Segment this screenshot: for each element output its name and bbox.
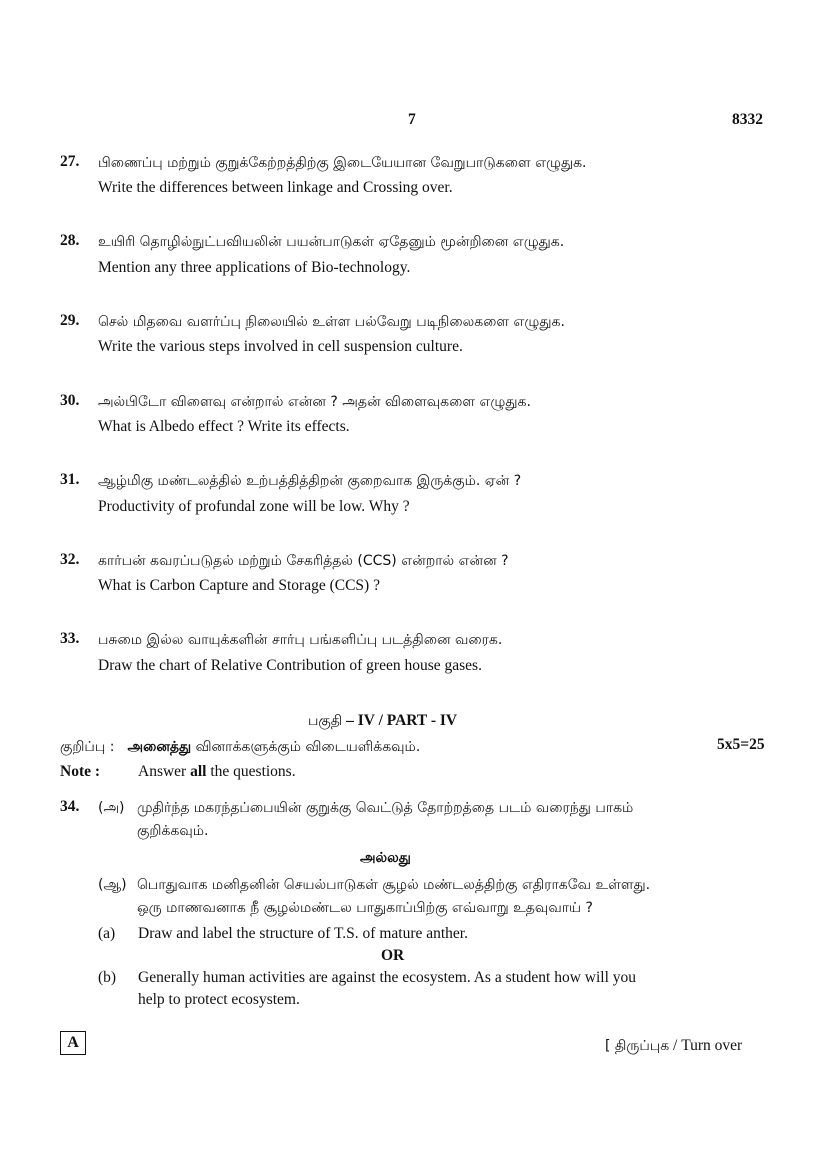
question-tamil: ஆழ்மிகு மண்டலத்தில் உற்பத்தித்திறன் குறைவாக இருக்கும். ஏன் ? <box>98 473 522 489</box>
version-box: A <box>60 1031 86 1055</box>
question-number: 33. <box>60 630 80 647</box>
part-title-rest: – IV / PART - IV <box>342 712 458 729</box>
part-title-tamil: பகுதி <box>308 713 343 729</box>
note-tamil-label: குறிப்பு : <box>60 739 115 755</box>
option-a-label-tamil: (அ) <box>98 800 125 816</box>
question-number: 31. <box>60 471 80 488</box>
question-number: 34. <box>60 798 80 815</box>
note-en-label: Note : <box>60 763 101 780</box>
option-a-label-en: (a) <box>98 925 116 942</box>
option-b-tamil-line1: பொதுவாக மனிதனின் செயல்பாடுகள் சூழல் மண்டலத்திற்கு எதிராகவே உள்ளது. <box>137 877 651 893</box>
question-english: Mention any three applications of Bio-technology. <box>98 259 411 276</box>
or-english: OR <box>381 947 405 964</box>
option-b-tamil-line2: ஒரு மாணவனாக நீ சூழல்மண்டல பாதுகாப்பிற்கு எவ்வாறு உதவுவாய் ? <box>137 900 593 916</box>
question-tamil: செல் மிதவை வளர்ப்பு நிலையில் உள்ள பல்வேறு படிநிலைகளை எழுதுக. <box>98 314 565 330</box>
question-number: 30. <box>60 392 80 409</box>
question-tamil: கார்பன் கவரப்படுதல் மற்றும் சேகரித்தல் (CCS) என்றால் என்ன ? <box>98 553 509 569</box>
question-english: Draw the chart of Relative Contribution of green house gases. <box>98 657 482 674</box>
option-b-english-line2: help to protect ecosystem. <box>138 991 300 1008</box>
question-tamil: பிணைப்பு மற்றும் குறுக்கேற்றத்திற்கு இடையேயான வேறுபாடுகளை எழுதுக. <box>98 155 587 171</box>
question-english: Write the various steps involved in cell suspension culture. <box>98 338 463 355</box>
question-number: 32. <box>60 551 80 568</box>
option-b-label-tamil: (ஆ) <box>98 877 127 893</box>
part-heading <box>308 710 457 731</box>
question-tamil: உயிரி தொழில்நுட்பவியலின் பயன்பாடுகள் ஏதேனும் மூன்றினை எழுதுக. <box>98 234 565 250</box>
option-b-label-en: (b) <box>98 969 117 986</box>
note-en-bold: all <box>190 763 207 780</box>
note-english <box>138 763 296 781</box>
question-english: What is Albedo effect ? Write its effects. <box>98 418 350 435</box>
question-english: Productivity of profundal zone will be low. Why ? <box>98 498 410 515</box>
paper-code: 8332 <box>732 111 763 128</box>
marks-allocation: 5x5=25 <box>717 736 765 753</box>
option-a-english: Draw and label the structure of T.S. of mature anther. <box>138 925 468 942</box>
question-tamil: அல்பிடோ விளைவு என்றால் என்ன ? அதன் விளைவுகளை எழுதுக. <box>98 394 531 410</box>
turn-over-tamil: [ திருப்புக <box>605 1038 670 1054</box>
question-number: 28. <box>60 232 80 249</box>
or-tamil: அல்லது <box>360 850 411 866</box>
question-tamil: பசுமை இல்ல வாயுக்களின் சார்பு பங்களிப்பு படத்தினை வரைக. <box>98 632 503 648</box>
option-a-tamil-line1: முதிர்ந்த மகரந்தப்பையின் குறுக்கு வெட்டுத் தோற்றத்தை படம் வரைந்து பாகம் <box>137 800 634 816</box>
note-tamil <box>60 736 420 757</box>
note-tamil-bold: அனைத்து <box>127 739 192 755</box>
page-number: 7 <box>408 111 416 128</box>
turn-over-english: / Turn over <box>669 1037 743 1054</box>
question-number: 27. <box>60 153 80 170</box>
note-en-post: the questions. <box>206 763 296 780</box>
note-en-pre: Answer <box>138 763 191 780</box>
note-tamil-rest: வினாக்களுக்கும் விடையளிக்கவும். <box>191 739 421 755</box>
option-b-english-line1: Generally human activities are against the ecosystem. As a student how will you <box>138 969 637 986</box>
turn-over <box>605 1035 742 1056</box>
option-a-tamil-line2: குறிக்கவும். <box>137 823 209 839</box>
question-english: Write the differences between linkage and Crossing over. <box>98 179 453 196</box>
question-number: 29. <box>60 312 80 329</box>
question-english: What is Carbon Capture and Storage (CCS) ? <box>98 577 380 594</box>
